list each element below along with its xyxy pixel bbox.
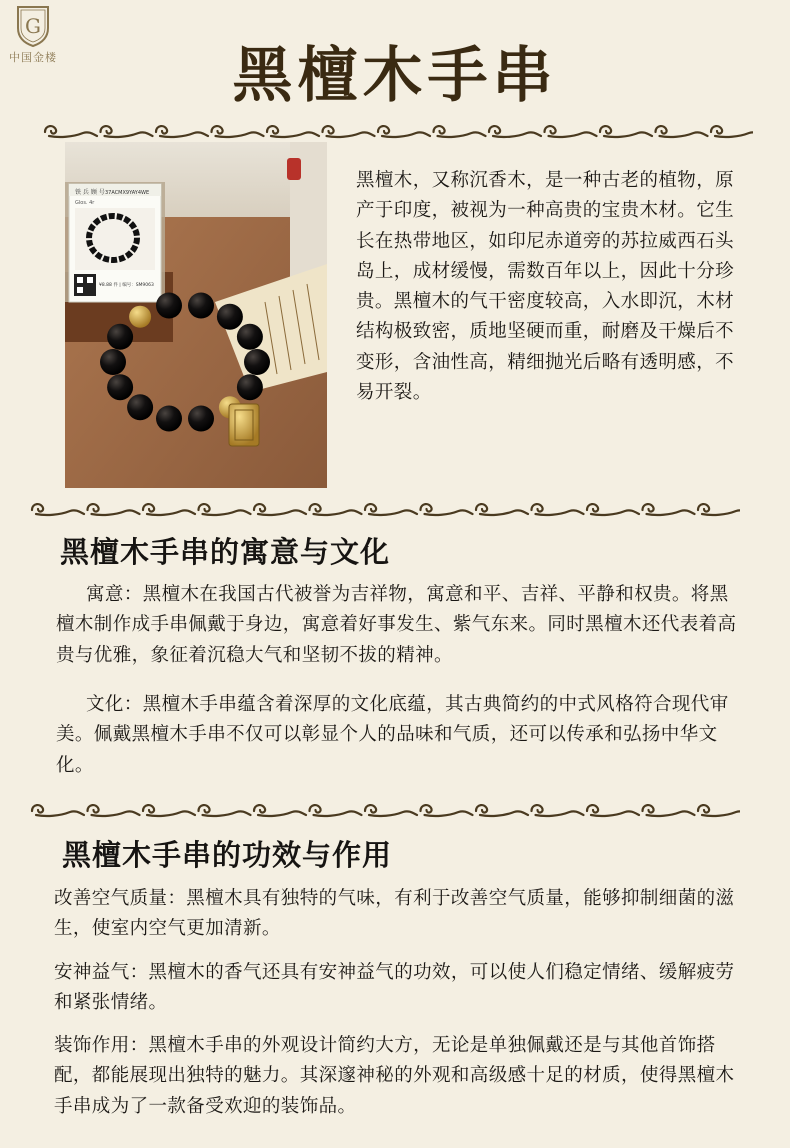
wave-ornament xyxy=(434,126,486,137)
logo-monogram: G xyxy=(25,14,41,38)
ebony-bead xyxy=(127,394,153,420)
bracelet-photo xyxy=(65,142,327,488)
certificate-card xyxy=(69,184,161,302)
wave-ornament xyxy=(323,126,375,137)
card-code: 37ACMX9YAY4WE xyxy=(105,190,150,196)
wave-ornament xyxy=(143,805,195,816)
ebony-bead xyxy=(188,406,214,432)
wave-ornament xyxy=(88,805,140,816)
ebony-bead xyxy=(156,293,182,319)
wave-ornament xyxy=(476,805,528,816)
effect-air-paragraph: 改善空气质量：黑檀木具有独特的气味，有利于改善空气质量，能够抑制细菌的滋生，使室内空气更加清新。 xyxy=(54,888,735,940)
wave-ornament xyxy=(643,504,695,515)
wave-ornament xyxy=(32,504,84,515)
card-price: ¥8.88 件 | 编号：SM9063 xyxy=(99,283,154,288)
intro-paragraph: 黑檀木，又称沉香木，是一种古老的植物，原产于印度，被视为一种高贵的宝贵木材。它生长在热带地区，如印尼赤道旁的苏拉威西石头岛上，成材缓慢，需数百年以上，因此十分珍贵。黑檀木的气干密度较高，入水即沉，木材结构极致密，质地坚硬而重，耐磨及干燥后不变形，含油性高，精细抛光后略有透明感，不易开裂。 xyxy=(356,170,735,404)
ebony-bead xyxy=(100,349,126,375)
wave-ornament xyxy=(365,805,417,816)
wave-ornament xyxy=(711,126,753,137)
gold-bead xyxy=(129,306,151,328)
ebony-bead xyxy=(237,374,263,400)
logo-text: 中国金楼 xyxy=(9,51,57,64)
wave-divider-top xyxy=(43,121,753,141)
wave-ornament xyxy=(587,805,639,816)
wave-ornament xyxy=(156,126,208,137)
wave-ornament xyxy=(267,126,319,137)
effect-calm-paragraph: 安神益气：黑檀木的香气还具有安神益气的功效，可以使人们稳定情绪、缓解疲劳和紧张情绪。 xyxy=(54,962,735,1014)
wave-ornament xyxy=(101,126,153,137)
wave-ornament xyxy=(643,805,695,816)
wave-ornament xyxy=(310,504,362,515)
wave-ornament xyxy=(476,504,528,515)
wave-ornament xyxy=(489,126,541,137)
wave-ornament xyxy=(199,805,251,816)
wave-ornament xyxy=(310,805,362,816)
ebony-bead xyxy=(156,406,182,432)
wave-ornament xyxy=(212,126,264,137)
ebony-bead xyxy=(217,304,243,330)
ebony-bead xyxy=(244,349,270,375)
section-heading-effects: 黑檀木手串的功效与作用 xyxy=(62,838,393,872)
card-brand: 铁 兵 顾 号 xyxy=(75,189,105,196)
wave-ornament xyxy=(365,504,417,515)
wave-ornament xyxy=(532,805,584,816)
wave-ornament xyxy=(545,126,597,137)
wave-ornament xyxy=(698,805,740,816)
gold-pendant xyxy=(229,404,259,446)
wave-ornament xyxy=(32,805,84,816)
wave-ornament xyxy=(254,805,306,816)
effect-decor-paragraph: 装饰作用：黑檀木手串的外观设计简约大方，无论是单独佩戴还是与其他首饰搭配，都能展现出独特的魅力。其深邃神秘的外观和高级感十足的材质，使得黑檀木手串成为了一款备受欢迎的装饰品。 xyxy=(54,1035,735,1117)
ebony-bead xyxy=(237,324,263,350)
page-title: 黑檀木手串 xyxy=(232,41,558,111)
meaning-paragraph: 寓意：黑檀木在我国古代被誉为吉祥物，寓意和平、吉祥、平静和权贵。将黑檀木制作成手串佩戴于身边，寓意着好事发生、紫气东来。同时黑檀木还代表着高贵与优雅，象征着沉稳大气和坚韧不拔的精神。 xyxy=(56,584,737,666)
ebony-bead xyxy=(107,324,133,350)
wave-ornament xyxy=(587,504,639,515)
culture-paragraph: 文化：黑檀木手串蕴含着深厚的文化底蕴，其古典简约的中式风格符合现代审美。佩戴黑檀木手串不仅可以彰显个人的品味和气质，还可以传承和弘扬中华文化。 xyxy=(56,694,729,776)
wave-ornament xyxy=(88,504,140,515)
wave-ornament xyxy=(421,805,473,816)
wave-ornament xyxy=(378,126,430,137)
wave-divider-lower xyxy=(30,800,740,820)
ebony-bead xyxy=(188,293,214,319)
section-heading-meaning: 黑檀木手串的寓意与文化 xyxy=(60,535,391,569)
ebony-bead xyxy=(107,374,133,400)
wave-divider-middle xyxy=(30,499,740,519)
wave-ornament xyxy=(143,504,195,515)
wave-ornament xyxy=(421,504,473,515)
wave-ornament xyxy=(254,504,306,515)
wave-ornament xyxy=(698,504,740,515)
wave-ornament xyxy=(532,504,584,515)
card-line: Glos. 4r xyxy=(75,200,95,206)
wave-ornament xyxy=(600,126,652,137)
wave-ornament xyxy=(199,504,251,515)
wave-ornament xyxy=(45,126,97,137)
wave-ornament xyxy=(656,126,708,137)
